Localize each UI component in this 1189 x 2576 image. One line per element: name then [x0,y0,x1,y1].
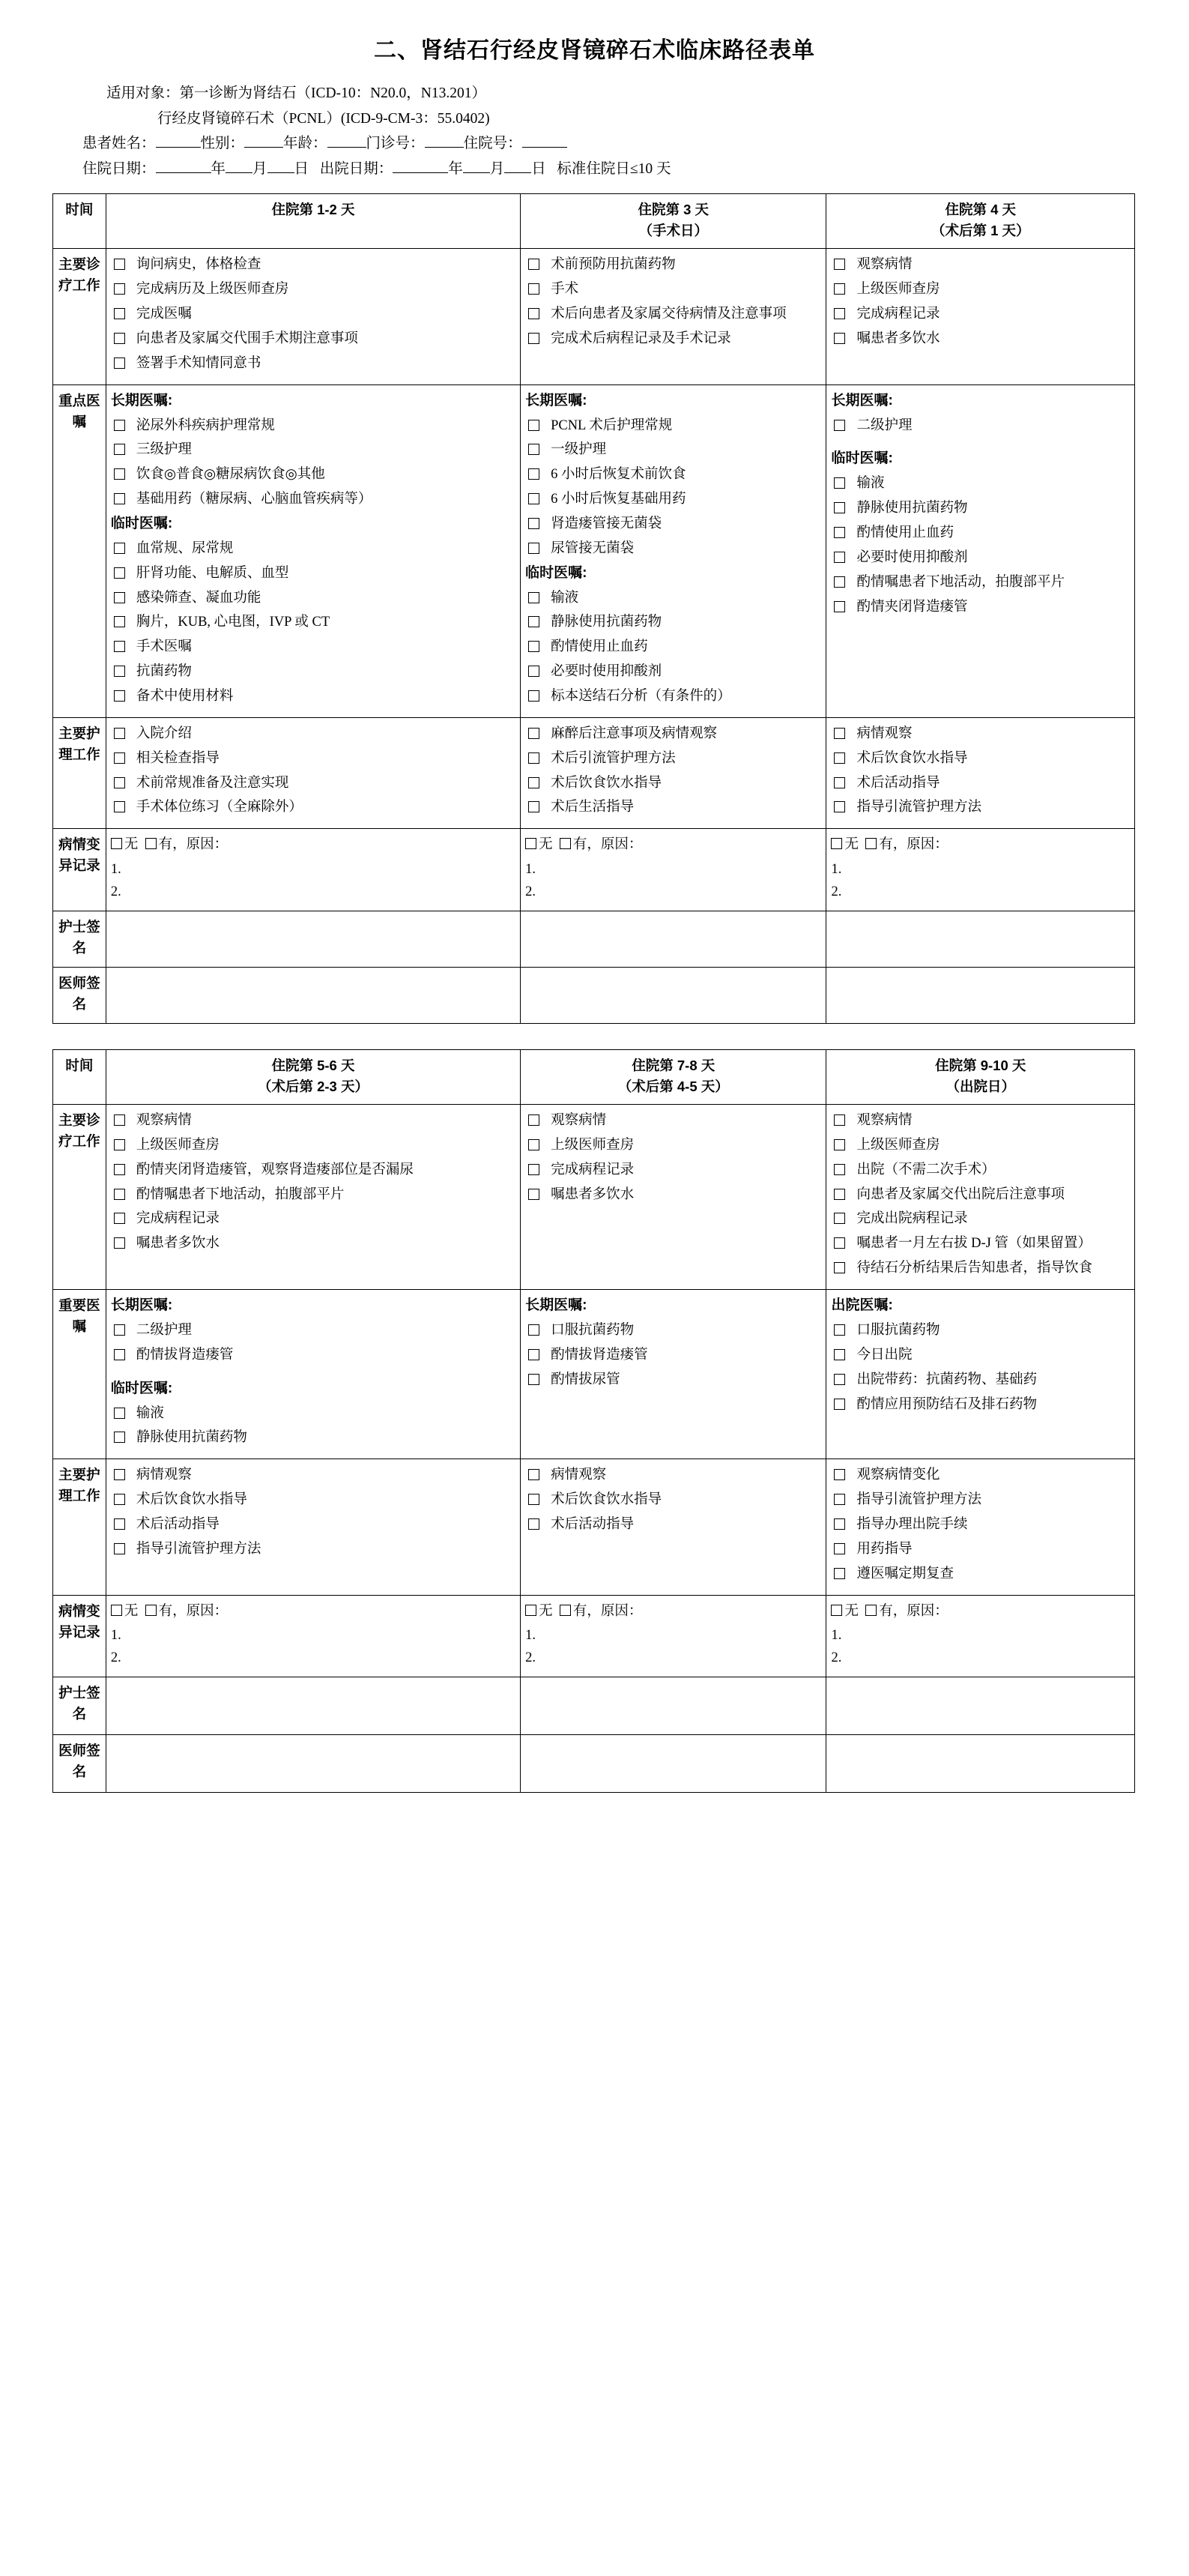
patient-name-label: 患者姓名： [82,136,156,152]
variance-item-2: 2. [831,1650,842,1666]
checklist [525,254,821,349]
variance-item-1: 1. [525,1628,536,1644]
checklist-item[interactable]: 酌情夹闭肾造瘘管 [831,597,1130,618]
checklist-item[interactable]: 输液 [831,473,1130,495]
checklist-item[interactable]: 二级护理 [111,1320,515,1342]
nurse-signature-day-3[interactable] [521,911,826,967]
checklist-item[interactable]: 用药指导 [831,1539,1130,1560]
long-term-orders-label: 长期医嘱: [831,392,893,408]
nurse-signature-day-7-8[interactable] [521,1677,826,1735]
rowhead-main-nursing: 主要护理工作 [53,1459,106,1595]
checklist-item[interactable]: 术后向患者及家属交待病情及注意事项 [525,304,821,325]
discharge-orders-label: 出院医嘱: [831,1297,893,1314]
checklist-item[interactable]: 静脉使用抗菌药物 [111,1427,515,1449]
variance-item-1: 1. [525,861,536,877]
checklist-item[interactable]: 嘱患者多饮水 [111,1233,515,1255]
temporary-orders-label: 临时医嘱: [110,1380,173,1396]
checklist-temporary [111,1403,515,1450]
colhead-title: 住院第 1-2 天 [271,202,355,218]
variance-none-label: 无 [844,837,859,853]
doctor-signature-day-9-10[interactable] [826,1735,1135,1793]
rowhead-important-orders: 重要医嘱 [53,1290,106,1459]
checklist-item[interactable]: 酌情使用止血药 [525,636,821,658]
checklist [831,1110,1130,1279]
table-row [53,829,1135,911]
checklist [111,1110,515,1255]
cell-variance-day-5-6 [106,1595,520,1677]
checklist-item[interactable]: 酌情夹闭肾造瘘管，观察肾造瘘部位是否漏尿 [111,1159,515,1181]
cell-main-treatment-day-1-2 [106,249,520,384]
page-title: 二、肾结石行经皮肾镜碎石术临床路径表单 [374,38,815,63]
checklist-item[interactable]: 指导引流管护理方法 [831,1489,1130,1511]
table-row [53,1735,1135,1793]
table-row [53,1290,1135,1459]
discharge-day-field[interactable] [504,172,531,173]
variance-yes-label: 有，原因： [572,837,643,853]
variance-options [525,834,821,857]
checklist-item[interactable]: 二级护理 [831,415,1130,437]
checklist [111,723,515,818]
inpatient-no-field[interactable] [522,147,567,148]
variance-item-2: 2. [525,1650,536,1666]
rowhead-variance-record: 病情变异记录 [53,1595,106,1677]
checklist-item[interactable]: 酌情应用预防结石及排石药物 [831,1394,1130,1416]
table-row [53,717,1135,828]
cell-nursing-day-1-2 [106,717,520,828]
checklist-item[interactable]: 观察病情 [111,1110,515,1132]
checklist-item[interactable]: 输液 [525,588,821,609]
checklist-discharge [831,1320,1130,1415]
colhead-subtitle: （术后第 1 天） [931,223,1030,239]
checklist-item[interactable]: 麻醉后注意事项及病情观察 [525,723,821,745]
checklist [525,723,821,818]
doctor-signature-day-5-6[interactable] [106,1735,520,1793]
temporary-orders-label: 临时医嘱: [525,564,587,581]
nurse-signature-day-4[interactable] [826,911,1135,967]
checklist-item[interactable]: 观察病情 [831,1110,1130,1132]
checkbox-none[interactable] [525,838,536,849]
table-row [53,1049,1135,1104]
checklist-item[interactable]: 术后活动指导 [111,1514,515,1536]
nurse-signature-day-5-6[interactable] [106,1677,520,1735]
checklist-temporary [831,473,1130,618]
rowhead-time: 时间 [53,1049,106,1104]
checkbox-yes[interactable] [145,838,157,849]
checkbox-none[interactable] [111,838,122,849]
variance-yes-label: 有，原因： [158,1603,229,1619]
variance-none-label: 无 [124,837,139,853]
variance-yes-label: 有，原因： [879,1603,949,1619]
checklist-item[interactable]: 观察病情变化 [831,1465,1130,1486]
nurse-signature-day-9-10[interactable] [826,1677,1135,1735]
checkbox-none[interactable] [831,838,842,849]
admission-day-unit: 日 [294,160,309,177]
checklist [831,254,1130,349]
inpatient-no-label: 住院号： [463,136,522,152]
checkbox-yes[interactable] [865,1605,877,1616]
rowhead-doctor-signature: 医师签名 [53,1735,106,1793]
checklist-item[interactable]: 上级医师查房 [525,1135,821,1156]
cell-nursing-day-3 [521,717,826,828]
checkbox-none[interactable] [525,1605,536,1616]
checklist-item[interactable]: 酌情嘱患者下地活动，拍腹部平片 [831,572,1130,594]
checklist-item[interactable]: 完成出院病程记录 [831,1208,1130,1230]
pathway-table-days-5-10 [52,1049,1135,1793]
checklist-item[interactable]: 术后饮食饮水指导 [831,748,1130,770]
colhead-subtitle: （出院日） [946,1078,1015,1094]
checklist-item[interactable]: 术后饮食饮水指导 [111,1489,515,1511]
applicable-diagnosis: 第一诊断为肾结石（ICD-10：N20.0，N13.201） [179,85,487,101]
checklist-item[interactable]: 出院（不需二次手术） [831,1159,1130,1181]
checklist-item[interactable]: 抗菌药物 [111,661,515,683]
checklist-long-term [111,415,515,510]
checklist-long-term [831,415,1130,437]
checklist-item[interactable]: 6 小时后恢复基础用药 [525,489,821,510]
colhead-subtitle: （术后第 4-5 天） [617,1078,729,1094]
variance-yes-label: 有，原因： [158,837,229,853]
checklist-item[interactable]: 口服抗菌药物 [831,1320,1130,1342]
checklist-item[interactable]: 术后活动指导 [525,1514,821,1536]
checklist [525,1465,821,1536]
checklist-item[interactable]: 手术 [525,279,821,301]
checklist-item[interactable]: 口服抗菌药物 [525,1320,821,1342]
colhead-title: 住院第 7-8 天 [632,1057,715,1073]
patient-info-line [52,131,1137,157]
colhead-title: 住院第 4 天 [945,202,1017,218]
admission-month-unit: 月 [252,160,267,177]
variance-item-2: 2. [831,884,842,899]
gender-field[interactable] [244,147,283,148]
checklist-item[interactable]: 病情观察 [525,1465,821,1486]
checklist-item[interactable]: 上级医师查房 [111,1135,515,1156]
standard-stay-text: 标准住院日≤10 天 [557,160,671,177]
outpatient-no-field[interactable] [425,147,464,148]
checklist-item[interactable]: 酌情拔肾造瘘管 [525,1345,821,1366]
discharge-month-field[interactable] [463,172,490,173]
checklist-item[interactable]: 签署手术知情同意书 [111,353,515,375]
temporary-orders-label: 临时医嘱: [831,450,893,467]
cell-orders-day-5-6 [106,1290,520,1459]
table-row [53,1677,1135,1735]
checkbox-yes[interactable] [560,838,571,849]
variance-options [111,1601,515,1623]
checklist-item[interactable]: 手术医嘱 [111,636,515,658]
rowhead-main-treatment: 主要诊疗工作 [53,1105,106,1290]
checklist-item[interactable]: 上级医师查房 [831,1135,1130,1156]
table-row [53,1105,1135,1290]
checklist-item[interactable]: 饮食◎普食◎糖尿病饮食◎其他 [111,464,515,486]
cell-variance-day-1-2 [106,829,520,911]
checklist-item[interactable]: 术后活动指导 [831,773,1130,794]
admission-date-label: 住院日期： [82,160,156,177]
checklist-item[interactable]: 向患者及家属交代围手术期注意事项 [111,328,515,350]
cell-variance-day-3 [521,829,826,911]
admission-year-unit: 年 [211,160,226,177]
checklist-long-term [111,1320,515,1366]
cell-orders-day-7-8 [521,1290,826,1459]
variance-options [111,834,515,857]
checklist-item[interactable]: 完成病程记录 [525,1159,821,1181]
rowhead-main-treatment: 主要诊疗工作 [53,249,106,384]
cell-orders-day-4 [826,384,1135,717]
checklist-item[interactable]: 遵医嘱定期复查 [831,1563,1130,1585]
cell-variance-day-7-8 [521,1595,826,1677]
cell-nursing-day-7-8 [521,1459,826,1595]
checklist-item[interactable]: 酌情使用止血药 [831,522,1130,544]
variance-item-1: 1. [110,1628,121,1644]
variance-item-1: 1. [831,861,842,877]
admission-year-field[interactable] [156,172,211,173]
checklist-item[interactable]: 指导引流管护理方法 [831,797,1130,818]
rowhead-nurse-signature: 护士签名 [53,1677,106,1735]
cell-main-treatment-day-3 [521,249,826,384]
doctor-signature-day-1-2[interactable] [106,967,520,1023]
variance-item-2: 2. [110,1650,121,1666]
checkbox-none[interactable] [831,1605,842,1616]
colhead-day-4 [826,194,1135,249]
checkbox-none[interactable] [111,1605,122,1616]
checklist-item[interactable]: 术后饮食饮水指导 [525,773,821,794]
table-row [53,1459,1135,1595]
pathway-table-days-1-4 [52,193,1135,1024]
rowhead-time: 时间 [53,194,106,249]
colhead-subtitle: （术后第 2-3 天） [257,1078,369,1094]
checklist-item[interactable]: 备术中使用材料 [111,686,515,708]
cell-main-treatment-day-5-6 [106,1105,520,1290]
checklist-item[interactable]: 术前常规准备及注意实现 [111,773,515,794]
checklist-item[interactable]: 完成术后病程记录及手术记录 [525,328,821,350]
cell-orders-day-9-10 [826,1290,1135,1459]
applicable-procedure: 行经皮肾镜碎石术（PCNL）(ICD-9-CM-3：55.0402) [157,110,490,127]
checklist-item[interactable]: 术前预防用抗菌药物 [525,254,821,276]
checklist-item[interactable]: 输液 [111,1403,515,1425]
checklist-item[interactable]: 病情观察 [111,1465,515,1486]
rowhead-nurse-signature: 护士签名 [53,911,106,967]
checklist-item[interactable]: 完成病程记录 [111,1208,515,1230]
discharge-year-unit: 年 [448,160,463,177]
checklist-long-term [525,1320,821,1391]
checklist [525,1110,821,1205]
long-term-orders-label: 长期医嘱: [525,1297,587,1314]
rowhead-variance-record: 病情变异记录 [53,829,106,911]
doctor-signature-day-7-8[interactable] [521,1735,826,1793]
colhead-day-9-10 [826,1049,1135,1104]
checkbox-yes[interactable] [560,1605,571,1616]
variance-options [831,1601,1130,1623]
age-field[interactable] [327,147,366,148]
cell-orders-day-3 [521,384,826,717]
variance-yes-label: 有，原因： [879,837,949,853]
checklist-item[interactable]: 必要时使用抑酸剂 [831,547,1130,569]
checklist-item[interactable]: 上级医师查房 [831,279,1130,301]
checklist-item[interactable]: 完成病历及上级医师查房 [111,279,515,301]
checklist [111,254,515,374]
checklist-item[interactable]: 询问病史，体格检查 [111,254,515,276]
checklist-item[interactable]: 酌情嘱患者下地活动，拍腹部平片 [111,1184,515,1206]
admission-day-field[interactable] [267,172,294,173]
checkbox-yes[interactable] [145,1605,157,1616]
cell-nursing-day-9-10 [826,1459,1135,1595]
variance-item-2: 2. [525,884,536,899]
checklist-item[interactable]: 必要时使用抑酸剂 [525,661,821,683]
rowhead-main-nursing: 主要护理工作 [53,717,106,828]
rowhead-doctor-signature: 医师签名 [53,967,106,1023]
variance-options [831,834,1130,857]
checklist [111,1465,515,1560]
checklist-temporary [111,538,515,708]
variance-none-label: 无 [844,1603,859,1619]
checklist-item[interactable]: 相关检查指导 [111,748,515,770]
cell-nursing-day-4 [826,717,1135,828]
colhead-title: 住院第 3 天 [638,202,710,218]
cell-variance-day-4 [826,829,1135,911]
variance-yes-label: 有，原因： [572,1603,643,1619]
checklist [831,1465,1130,1584]
table-row [53,249,1135,384]
variance-none-label: 无 [124,1603,139,1619]
checklist-item[interactable]: 待结石分析结果后告知患者，指导饮食 [831,1258,1130,1279]
cell-main-treatment-day-7-8 [521,1105,826,1290]
variance-none-label: 无 [539,1603,553,1619]
checklist [831,723,1130,818]
colhead-title: 住院第 5-6 天 [271,1057,355,1073]
checklist-item[interactable]: 嘱患者多饮水 [831,328,1130,350]
checklist-item[interactable]: 入院介绍 [111,723,515,745]
variance-options [525,1601,821,1623]
cell-nursing-day-5-6 [106,1459,520,1595]
cell-orders-day-1-2 [106,384,520,717]
admission-month-field[interactable] [226,172,252,173]
checklist-item[interactable]: 完成医嘱 [111,304,515,325]
gender-label: 性别： [200,136,245,152]
checklist-item[interactable]: 向患者及家属交代出院后注意事项 [831,1184,1130,1206]
discharge-date-label: 出院日期： [319,160,393,177]
colhead-day-5-6 [106,1049,520,1104]
checklist-item[interactable]: 指导办理出院手续 [831,1514,1130,1536]
rowhead-key-orders: 重点医嘱 [53,384,106,717]
applicable-line-2 [52,106,1137,132]
date-info-line [52,157,1137,182]
checklist-item[interactable]: 观察病情 [525,1110,821,1132]
checklist-item[interactable]: 静脉使用抗菌药物 [831,498,1130,519]
table-row [53,1595,1135,1677]
checklist-item[interactable]: 术后引流管护理方法 [525,748,821,770]
checklist-item[interactable]: 术后饮食饮水指导 [525,1489,821,1511]
checklist-item[interactable]: 静脉使用抗菌药物 [525,612,821,633]
colhead-title: 住院第 9-10 天 [935,1057,1026,1073]
checklist-item[interactable]: 6 小时后恢复术前饮食 [525,464,821,486]
checklist-item[interactable]: 泌尿外科疾病护理常规 [111,415,515,437]
checklist-item[interactable]: 一级护理 [525,439,821,461]
colhead-subtitle: （手术日） [638,223,709,239]
table-row [53,967,1135,1023]
checklist-temporary [525,588,821,708]
cell-main-treatment-day-4 [826,249,1135,384]
colhead-day-1-2 [106,194,520,249]
checklist-item[interactable]: 完成病程记录 [831,304,1130,325]
applicable-line-1 [52,81,1137,106]
age-label: 年龄： [283,136,327,152]
colhead-day-7-8 [521,1049,826,1104]
checklist-item[interactable]: PCNL 术后护理常规 [525,415,821,437]
table-row [53,911,1135,967]
checklist-item[interactable]: 出院带药：抗菌药物、基础药 [831,1369,1130,1391]
checklist-item[interactable]: 感染筛查、凝血功能 [111,588,515,609]
discharge-month-unit: 月 [489,160,505,177]
cell-variance-day-9-10 [826,1595,1135,1677]
discharge-year-field[interactable] [393,172,448,173]
doctor-signature-day-3[interactable] [521,967,826,1023]
checklist-long-term [525,415,821,560]
checklist-item[interactable]: 胸片，KUB, 心电图，IVP 或 CT [111,612,515,633]
doctor-signature-day-4[interactable] [826,967,1135,1023]
checklist-item[interactable]: 尿管接无菌袋 [525,538,821,560]
long-term-orders-label: 长期医嘱: [110,1297,173,1314]
variance-item-1: 1. [831,1628,842,1644]
temporary-orders-label: 临时医嘱: [110,515,173,531]
applicable-label: 适用对象： [106,85,180,101]
nurse-signature-day-1-2[interactable] [106,911,520,967]
checklist-item[interactable]: 嘱患者多饮水 [525,1184,821,1206]
cell-main-treatment-day-9-10 [826,1105,1135,1290]
checklist-item[interactable]: 嘱患者一月左右拔 D-J 管（如果留置） [831,1233,1130,1255]
meta-block [52,81,1137,181]
variance-none-label: 无 [539,837,553,853]
checklist-item[interactable]: 酌情拔尿管 [525,1369,821,1391]
table-row [53,194,1135,249]
checklist-item[interactable]: 酌情拔肾造瘘管 [111,1345,515,1366]
checklist-item[interactable]: 手术体位练习（全麻除外） [111,797,515,818]
checklist-item[interactable]: 三级护理 [111,439,515,461]
checklist-item[interactable]: 今日出院 [831,1345,1130,1366]
checklist-item[interactable]: 肾造瘘管接无菌袋 [525,513,821,535]
checklist-item[interactable]: 观察病情 [831,254,1130,276]
outpatient-no-label: 门诊号： [366,136,425,152]
checklist-item[interactable]: 肝肾功能、电解质、血型 [111,563,515,585]
checklist-item[interactable]: 标本送结石分析（有条件的） [525,686,821,708]
checklist-item[interactable]: 病情观察 [831,723,1130,745]
colhead-day-3 [521,194,826,249]
variance-item-2: 2. [110,884,121,899]
table-row [53,384,1135,717]
checklist-item[interactable]: 术后生活指导 [525,797,821,818]
long-term-orders-label: 长期医嘱: [525,392,587,408]
variance-item-1: 1. [110,861,121,877]
checkbox-yes[interactable] [865,838,877,849]
patient-name-field[interactable] [156,147,201,148]
checklist-item[interactable]: 指导引流管护理方法 [111,1539,515,1560]
checklist-item[interactable]: 基础用药（糖尿病、心脑血管疾病等） [111,489,515,510]
discharge-day-unit: 日 [531,160,546,177]
checklist-item[interactable]: 血常规、尿常规 [111,538,515,560]
long-term-orders-label: 长期医嘱: [110,392,173,408]
